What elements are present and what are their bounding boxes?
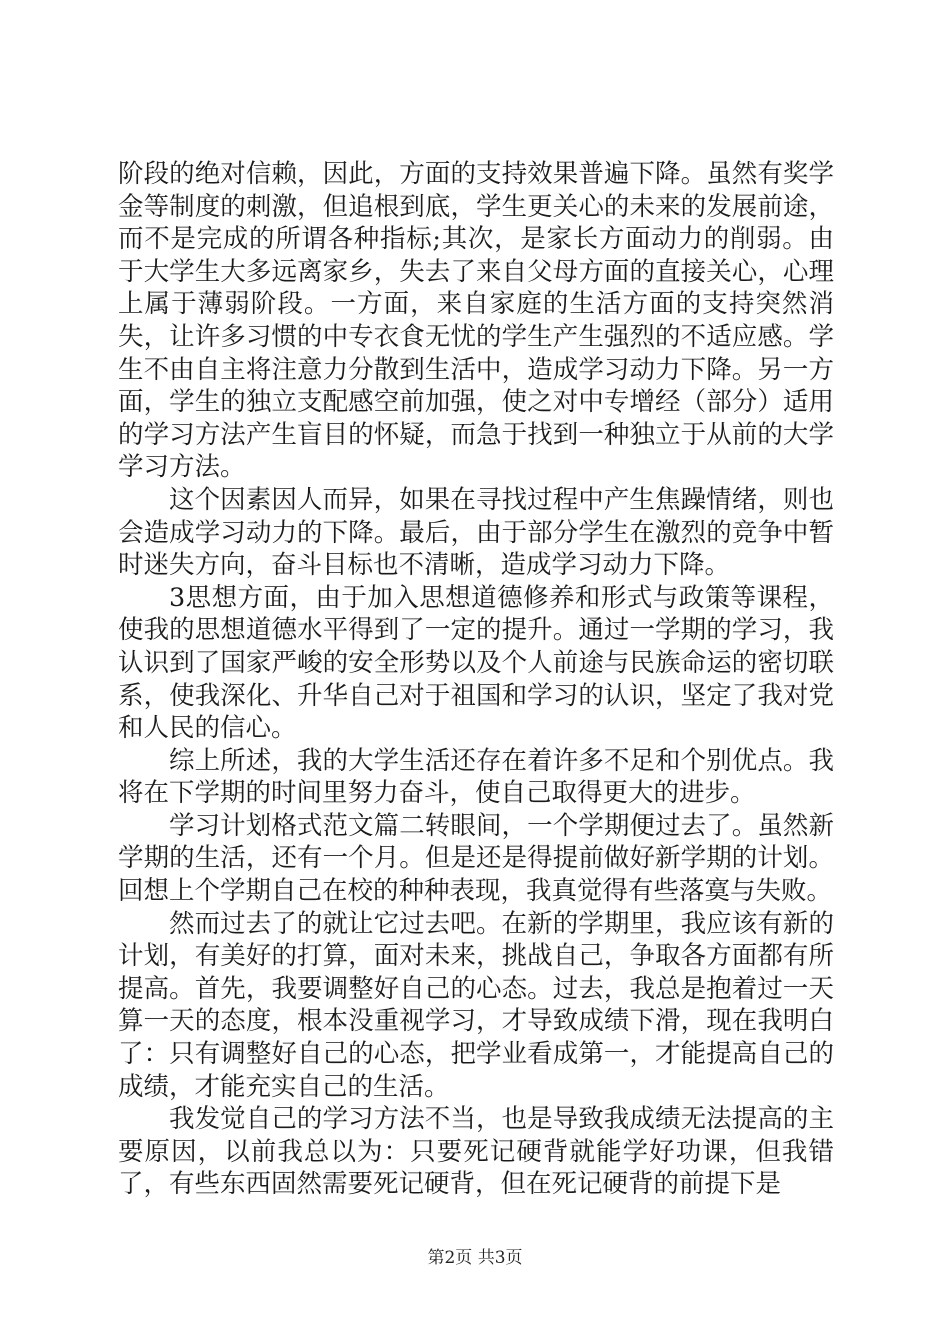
paragraph: 3思想方面，由于加入思想道德修养和形式与政策等课程，使我的思想道德水平得到了一定的提升。通过一学期的学习，我认识到了国家严峻的安全形势以及个人前途与民族命运的密切联系，使我深化、升华自己对于祖国和学习的认识，坚定了我对党和人民的信心。 (118, 582, 834, 744)
paragraph: 学习计划格式范文篇二转眼间，一个学期便过去了。虽然新学期的生活，还有一个月。但是还是得提前做好新学期的计划。回想上个学期自己在校的种种表现，我真觉得有些落寞与失败。 (118, 810, 834, 907)
paragraph: 我发觉自己的学习方法不当，也是导致我成绩无法提高的主要原因，以前我总以为：只要死记硬背就能学好功课，但我错了，有些东西固然需要死记硬背，但在死记硬背的前提下是 (118, 1104, 834, 1200)
document-body (118, 158, 834, 1201)
page-number-footer: 第2页 共3页 (427, 1248, 523, 1268)
paragraph: 综上所述，我的大学生活还存在着许多不足和个别优点。我将在下学期的时间里努力奋斗，使自己取得更大的进步。 (118, 745, 834, 809)
paragraph-continued: 阶段的绝对信赖，因此，方面的支持效果普遍下降。虽然有奖学金等制度的刺激，但追根到底，学生更关心的未来的发展前途，而不是完成的所谓各种指标;其次，是家长方面动力的削弱。由于大学生大多远离家乡，失去了来自父母方面的直接关心，心理上属于薄弱阶段。一方面，来自家庭的生活方面的支持突然消失，让许多习惯的中专衣食无忧的学生产生强烈的不适应感。学生不由自主将注意力分散到生活中，造成学习动力下降。另一方面，学生的独立支配感空前加强，使之对中专增经（部分）适用的学习方法产生盲目的怀疑，而急于找到一种独立于从前的大学学习方法。 (118, 159, 834, 483)
paragraph: 然而过去了的就让它过去吧。在新的学期里，我应该有新的计划，有美好的打算，面对未来，挑战自己，争取各方面都有所提高。首先，我要调整好自己的心态。过去，我总是抱着过一天算一天的态度，根本没重视学习，才导致成绩下滑，现在我明白了：只有调整好自己的心态，把学业看成第一，才能提高自己的成绩，才能充实自己的生活。 (118, 908, 834, 1102)
paragraph: 这个因素因人而异，如果在寻找过程中产生焦躁情绪，则也会造成学习动力的下降。最后，由于部分学生在激烈的竞争中暂时迷失方向，奋斗目标也不清晰，造成学习动力下降。 (118, 484, 834, 581)
